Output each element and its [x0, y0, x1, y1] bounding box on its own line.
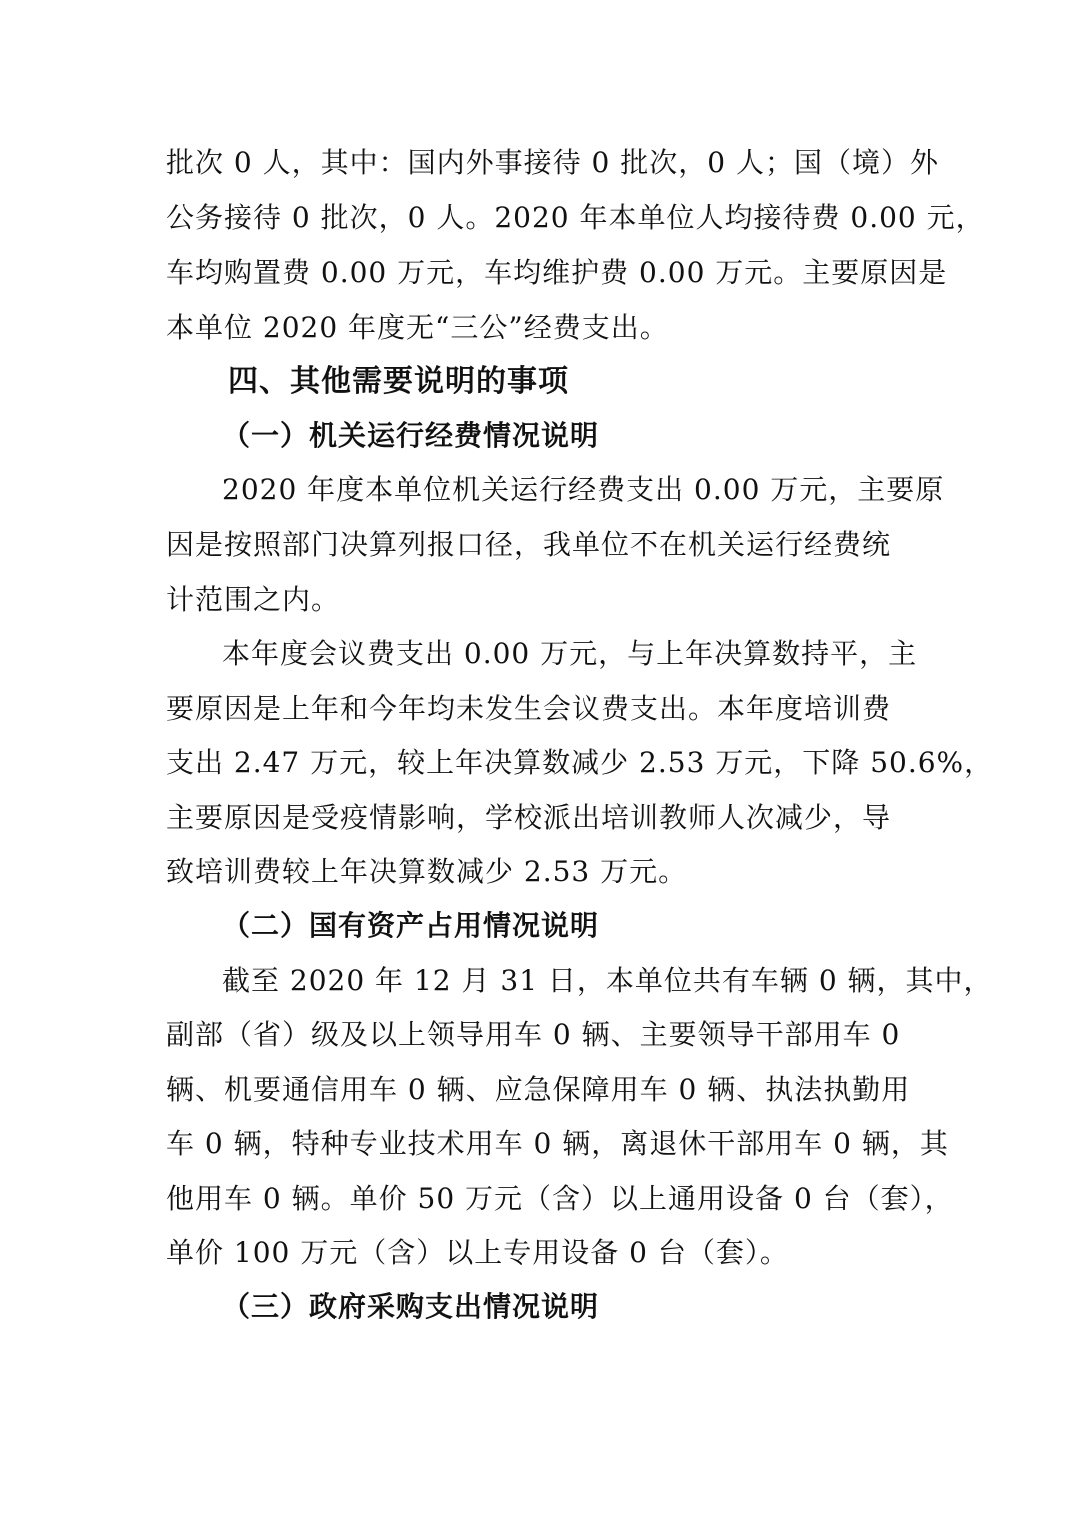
subsection-heading: （二）国有资产占用情况说明 [222, 909, 600, 942]
body-line: 单价 100 万元（含）以上专用设备 0 台（套）。 [166, 1236, 789, 1269]
body-line: 本年度会议费支出 0.00 万元，与上年决算数持平，主 [222, 637, 918, 670]
body-line: 支出 2.47 万元，较上年决算数减少 2.53 万元，下降 50.6%， [166, 746, 994, 779]
body-line: 本单位 2020 年度无“三公”经费支出。 [166, 311, 669, 344]
body-line: 他用车 0 辆。单价 50 万元（含）以上通用设备 0 台（套）， [166, 1182, 954, 1215]
body-line: 副部（省）级及以上领导用车 0 辆、主要领导干部用车 0 [166, 1018, 901, 1051]
body-line: 因是按照部门决算列报口径，我单位不在机关运行经费统 [166, 528, 892, 561]
body-line: 2020 年度本单位机关运行经费支出 0.00 万元，主要原 [222, 473, 945, 506]
body-line: 车 0 辆，特种专业技术用车 0 辆，离退休干部用车 0 辆，其 [166, 1127, 949, 1160]
body-line: 主要原因是受疫情影响，学校派出培训教师人次减少，导 [166, 801, 892, 834]
body-line: 要原因是上年和今年均未发生会议费支出。本年度培训费 [166, 692, 892, 725]
body-line: 截至 2020 年 12 月 31 日，本单位共有车辆 0 辆，其中， [222, 964, 993, 997]
body-line: 车均购置费 0.00 万元，车均维护费 0.00 万元。主要原因是 [166, 256, 948, 289]
subsection-heading: （三）政府采购支出情况说明 [222, 1290, 600, 1323]
body-line: 公务接待 0 批次，0 人。2020 年本单位人均接待费 0.00 元， [166, 201, 985, 234]
body-line: 辆、机要通信用车 0 辆、应急保障用车 0 辆、执法执勤用 [166, 1073, 911, 1106]
body-line: 致培训费较上年决算数减少 2.53 万元。 [166, 855, 688, 888]
body-line: 批次 0 人，其中：国内外事接待 0 批次，0 人；国（境）外 [166, 146, 939, 179]
subsection-heading: （一）机关运行经费情况说明 [222, 419, 600, 452]
section-heading: 四、其他需要说明的事项 [228, 364, 569, 399]
body-line: 计范围之内。 [166, 583, 341, 616]
